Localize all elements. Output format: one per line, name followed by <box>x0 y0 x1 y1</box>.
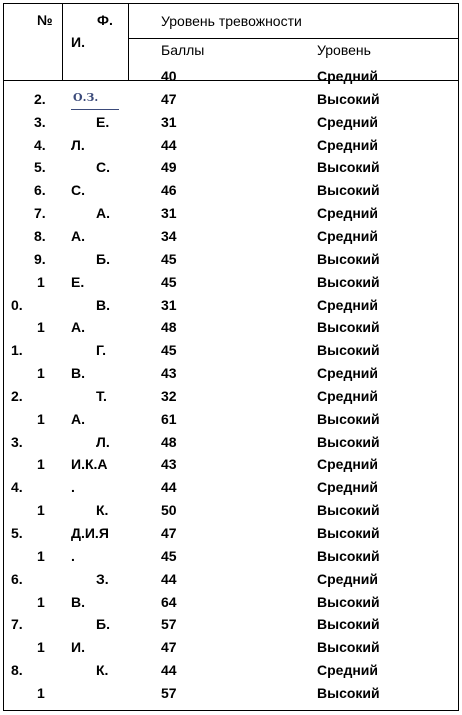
level-cell: Высокий <box>317 547 380 564</box>
level-cell: Средний <box>317 570 379 587</box>
score-cell: 47 <box>161 525 177 541</box>
header-score: Баллы <box>161 42 205 58</box>
score-cell: 61 <box>161 410 177 427</box>
level-cell: Высокий <box>317 319 380 336</box>
name-cell: В. <box>71 365 85 382</box>
name-cell: А. <box>71 227 85 244</box>
number-cell: 8. <box>11 662 23 679</box>
number-cell: 3. <box>11 433 23 450</box>
number-cell: 6. <box>11 570 23 587</box>
score-cell: 57 <box>161 684 177 701</box>
col-divider-2 <box>128 4 129 80</box>
score-cell: 34 <box>161 227 177 244</box>
level-cell: Высокий <box>317 616 380 633</box>
score-cell: 44 <box>161 479 177 496</box>
name-cell: З. <box>96 570 109 587</box>
level-cell: Средний <box>317 387 379 404</box>
number-cell: 0. <box>11 296 23 313</box>
level-cell: Высокий <box>317 250 380 267</box>
number-cell: 1 <box>37 502 45 519</box>
number-cell: 1 <box>37 319 45 336</box>
name-cell: Е. <box>71 273 85 290</box>
level-cell: Высокий <box>317 433 380 450</box>
score-cell: 49 <box>161 159 177 176</box>
level-cell: Средний <box>317 456 379 473</box>
name-cell: Л. <box>96 433 110 450</box>
score-cell: 31 <box>161 205 177 222</box>
number-cell: 1 <box>37 365 45 382</box>
header-name-line1: Ф. <box>97 12 113 28</box>
score-cell: 48 <box>161 433 177 450</box>
score-cell: 44 <box>161 662 177 679</box>
score-cell: 46 <box>161 182 177 199</box>
number-cell: 9. <box>34 250 46 267</box>
col-divider-1 <box>62 4 63 80</box>
level-cell: Средний <box>317 113 379 130</box>
number-cell: 2. <box>11 387 23 404</box>
score-cell: 43 <box>161 456 177 473</box>
number-cell: 4. <box>34 136 46 153</box>
header-name-line2: И. <box>71 34 85 50</box>
number-cell: 3. <box>34 113 46 130</box>
level-cell: Высокий <box>317 593 380 610</box>
level-cell: Высокий <box>317 159 380 176</box>
name-cell: Б. <box>96 250 110 267</box>
name-stamp-underline <box>71 109 119 110</box>
score-cell: 43 <box>161 365 177 382</box>
number-cell: 1 <box>37 456 45 473</box>
header-rule <box>4 80 459 81</box>
level-cell: Средний <box>317 227 379 244</box>
name-cell: В. <box>71 593 85 610</box>
name-cell: А. <box>71 319 85 336</box>
results-table <box>3 3 459 711</box>
name-cell: С. <box>96 159 110 176</box>
score-cell: 45 <box>161 250 177 267</box>
score-cell: 31 <box>161 296 177 313</box>
score-cell: 45 <box>161 547 177 564</box>
name-cell: Л. <box>71 136 85 153</box>
number-cell: 7. <box>11 616 23 633</box>
score-cell: 45 <box>161 273 177 290</box>
score-cell: 47 <box>161 90 177 107</box>
level-cell: Высокий <box>317 410 380 427</box>
name-cell: Д.И.Я <box>71 525 109 541</box>
name-cell: К. <box>96 662 109 679</box>
number-cell: 1 <box>37 547 45 564</box>
name-cell: И.К.А <box>71 456 108 473</box>
name-cell: Т. <box>96 387 107 404</box>
level-cell: Средний <box>317 662 379 679</box>
name-cell: Е. <box>96 113 110 130</box>
score-cell: 44 <box>161 570 177 587</box>
name-cell: А. <box>96 205 110 222</box>
level-cell: Высокий <box>317 502 380 519</box>
name-cell: . <box>71 479 75 496</box>
level-cell: Высокий <box>317 684 380 701</box>
number-cell: 8. <box>34 227 46 244</box>
number-cell: 1 <box>37 684 45 701</box>
number-cell: 1. <box>11 342 23 359</box>
level-cell: Высокий <box>317 90 380 107</box>
score-cell: 64 <box>161 593 177 610</box>
name-cell: И. <box>71 639 85 656</box>
number-cell: 6. <box>34 182 46 199</box>
level-cell: Средний <box>317 479 379 496</box>
number-cell: 5. <box>34 159 46 176</box>
number-cell: 1 <box>37 639 45 656</box>
name-cell: А. <box>71 410 85 427</box>
header-subrule <box>128 38 459 39</box>
number-cell: 4. <box>11 479 23 496</box>
name-cell: С. <box>71 182 85 199</box>
score-cell: 48 <box>161 319 177 336</box>
number-cell: 1 <box>37 273 45 290</box>
score-cell: 45 <box>161 342 177 359</box>
name-stamp: О.З. <box>73 90 99 104</box>
score-cell: 44 <box>161 136 177 153</box>
level-cell: Средний <box>317 136 379 153</box>
level-cell: Средний <box>317 296 379 313</box>
score-cell: 47 <box>161 639 177 656</box>
number-cell: 7. <box>34 205 46 222</box>
number-cell: 5. <box>11 525 23 541</box>
header-anxiety-level: Уровень тревожности <box>161 13 302 29</box>
score-cell: 57 <box>161 616 177 633</box>
level-cell: Средний <box>317 365 379 382</box>
score-cell: 31 <box>161 113 177 130</box>
number-cell: 1 <box>37 410 45 427</box>
score-cell: 50 <box>161 502 177 519</box>
name-cell: Г. <box>96 342 107 359</box>
level-cell: Высокий <box>317 182 380 199</box>
level-cell: Высокий <box>317 273 380 290</box>
header-number: № <box>37 12 53 28</box>
name-cell: В. <box>96 296 110 313</box>
level-cell: Высокий <box>317 342 380 359</box>
name-cell: К. <box>96 502 109 519</box>
name-cell: . <box>71 547 75 564</box>
name-cell: Б. <box>96 616 110 633</box>
number-cell: 1 <box>37 593 45 610</box>
level-cell: Высокий <box>317 525 380 541</box>
score-cell: 40 <box>161 68 177 84</box>
level-cell: Средний <box>317 205 379 222</box>
score-cell: 32 <box>161 387 177 404</box>
header-level: Уровень <box>317 42 371 58</box>
level-cell: Средний <box>317 68 379 84</box>
level-cell: Высокий <box>317 639 380 656</box>
number-cell: 2. <box>34 90 46 107</box>
